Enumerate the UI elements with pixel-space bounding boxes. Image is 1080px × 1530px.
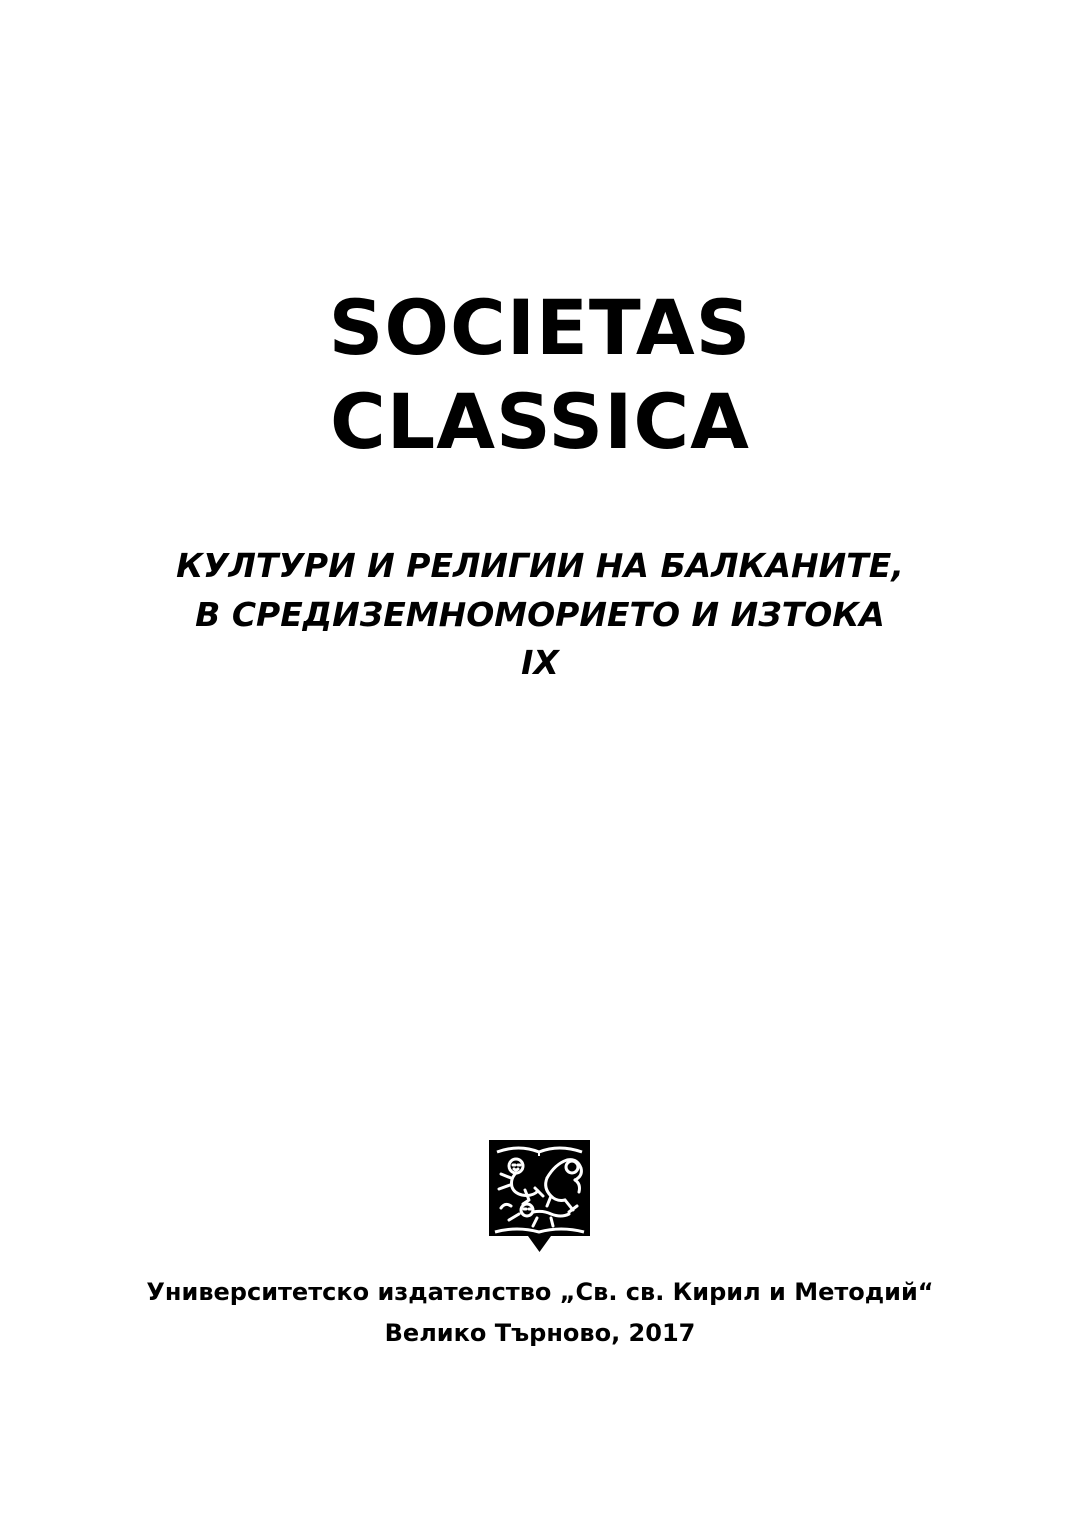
title-line-2: CLASSICA bbox=[330, 377, 750, 466]
title-line-1: SOCIETAS bbox=[328, 283, 752, 372]
publisher-name: Университетско издателство „Св. св. Кирил и Методий“ bbox=[146, 1278, 934, 1306]
volume-number: IX bbox=[521, 643, 559, 682]
subtitle-line-1: КУЛТУРИ И РЕЛИГИИ НА БАЛКАНИТЕ, bbox=[176, 546, 904, 585]
subtitle-line-2: В СРЕДИЗЕМНОМОРИЕТО И ИЗТОКА bbox=[195, 595, 885, 634]
publisher-logo-icon bbox=[489, 1140, 590, 1254]
publication-place-year: Велико Търново, 2017 bbox=[384, 1319, 696, 1347]
